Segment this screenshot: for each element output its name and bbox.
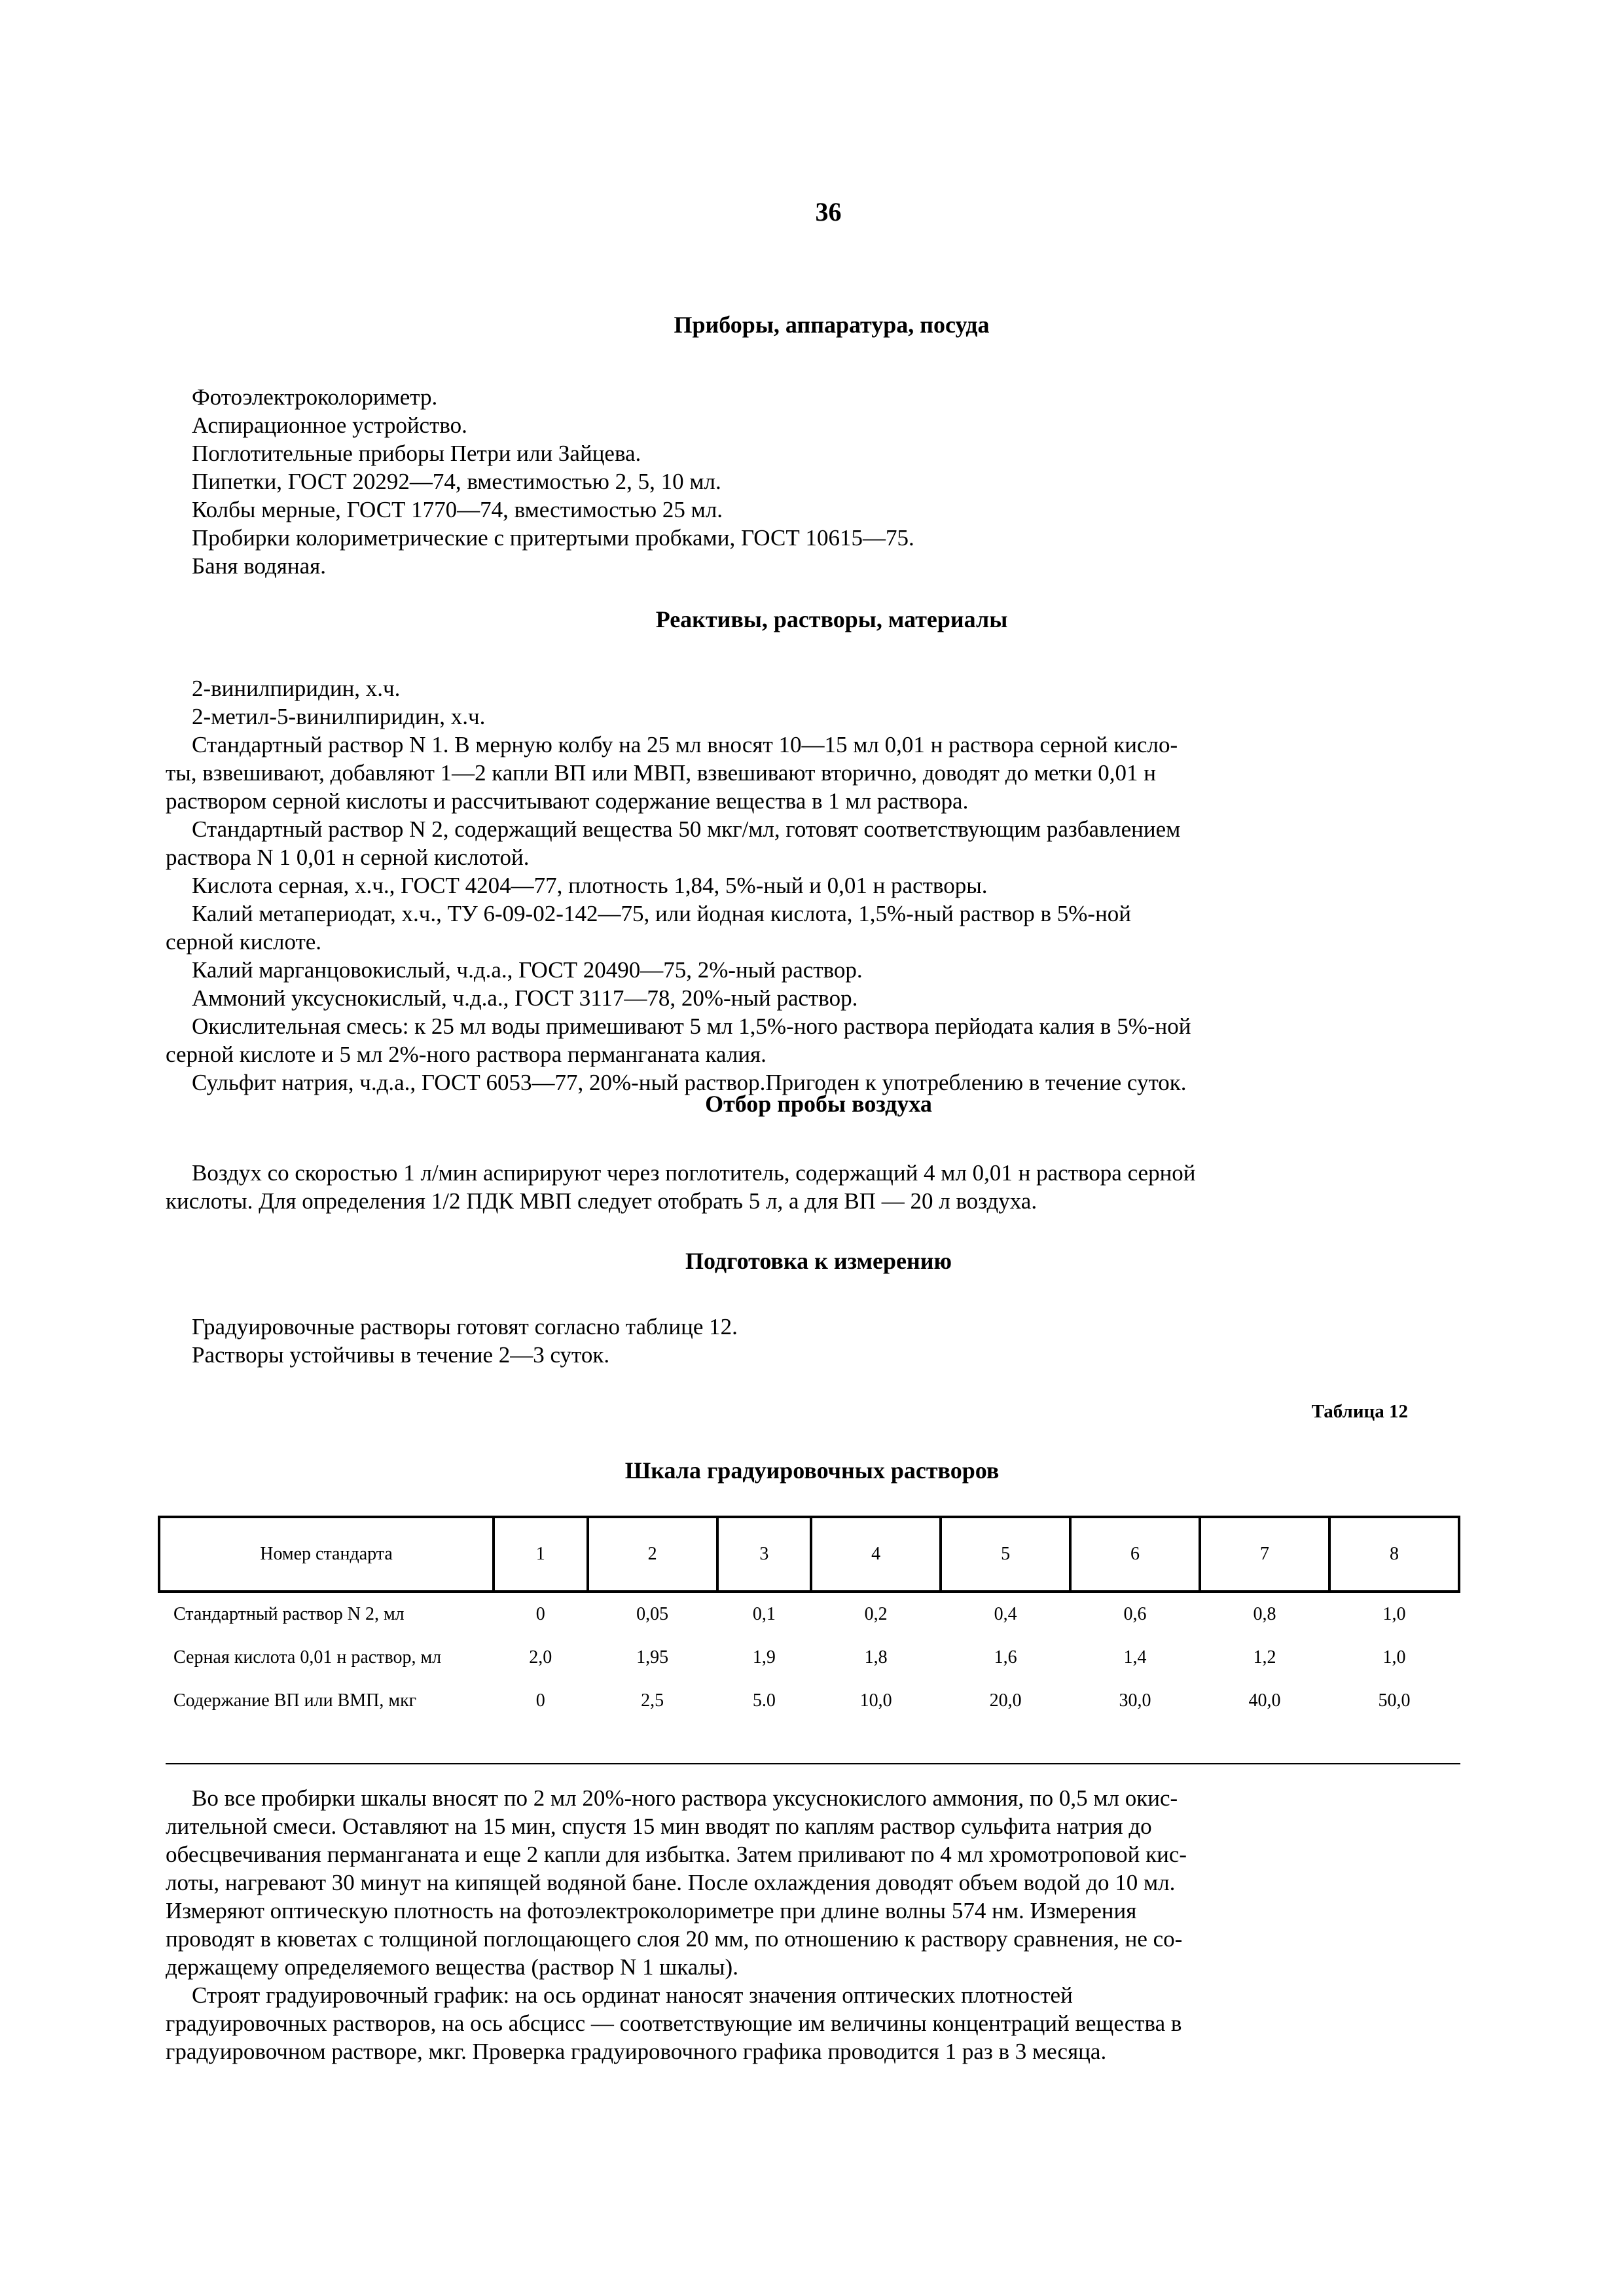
table-cell: 10,0 <box>859 1690 892 1711</box>
table-cell: 2,5 <box>641 1690 664 1711</box>
text-line: Строят градуировочный график: на ось ординат наносят значения оптических плотностей <box>192 1982 1073 2008</box>
heading-sampling: Отбор пробы воздуха <box>705 1091 932 1117</box>
text-line: Аммоний уксуснокислый, ч.д.а., ГОСТ 3117—78, 20%-ный раствор. <box>192 985 858 1011</box>
text-line: Во все пробирки шкалы вносят по 2 мл 20%-ного раствора уксуснокислого аммония, по 0,5 мл окис- <box>192 1785 1178 1811</box>
text-line: Кислота серная, х.ч., ГОСТ 4204—77, плотность 1,84, 5%-ный и 0,01 н растворы. <box>192 873 988 898</box>
text-line: лоты, нагревают 30 минут на кипящей водяной бане. После охлаждения доводят объем водой до 10 мл. <box>166 1870 1176 1895</box>
table-cell: 2,0 <box>529 1647 552 1667</box>
list-item: Аспирационное устройство. <box>192 412 467 438</box>
procedure-text <box>166 1784 1462 2066</box>
text-line: держащему определяемого вещества (раствор N 1 шкалы). <box>166 1954 738 1980</box>
sampling-text <box>166 1159 1462 1215</box>
list-item: Пипетки, ГОСТ 20292—74, вместимостью 2, 5, 10 мл. <box>192 469 721 494</box>
list-item: Колбы мерные, ГОСТ 1770—74, вместимостью 25 мл. <box>192 497 723 522</box>
text-line: кислоты. Для определения 1/2 ПДК МВП следует отобрать 5 л, а для ВП — 20 л воздуха. <box>166 1188 1038 1214</box>
table-number: Таблица 12 <box>1311 1401 1408 1422</box>
heading-reagents: Реактивы, растворы, материалы <box>655 606 1008 632</box>
text-line: обесцвечивания перманганата и еще 2 капли для избытка. Затем приливают по 4 мл хромотроповой кис- <box>166 1842 1187 1867</box>
text-line: серной кислоте. <box>166 929 322 955</box>
text-line: проводят в кюветах с толщиной поглощающего слоя 20 мм, по отношению к раствору сравнения, не со- <box>166 1926 1183 1952</box>
table-cell: 1,8 <box>864 1647 888 1667</box>
page-number: 36 <box>815 197 842 227</box>
text-line: раствором серной кислоты и рассчитывают содержание вещества в 1 мл раствора. <box>166 788 969 814</box>
table-header-cell: 4 <box>811 1517 941 1592</box>
table-header-cell: 3 <box>717 1517 812 1592</box>
table-header-cell: 8 <box>1329 1517 1459 1592</box>
table-row <box>159 1592 1459 1636</box>
table-header-cell: 6 <box>1070 1517 1200 1592</box>
table-cell: 40,0 <box>1248 1690 1281 1711</box>
text-line: Измеряют оптическую плотность на фотоэлектроколориметре при длине волны 574 нм. Измерения <box>166 1898 1137 1923</box>
text-line: Градуировочные растворы готовят согласно таблице 12. <box>192 1314 738 1339</box>
calibration-table <box>158 1516 1460 1722</box>
text-line: Растворы устойчивы в течение 2—3 суток. <box>192 1342 610 1368</box>
table-cell: 1,0 <box>1382 1604 1406 1624</box>
text-line: 2-метил-5-винилпиридин, х.ч. <box>192 704 486 729</box>
table-cell: 0,2 <box>864 1604 888 1624</box>
text-line: градуировочных растворов, на ось абсцисс — соответствующие им величины концентраций вещества в <box>166 2011 1182 2036</box>
text-line: Окислительная смесь: к 25 мл воды примешивают 5 мл 1,5%-ного раствора перйодата калия в 5%-ной <box>192 1013 1191 1039</box>
instruments-list <box>192 383 1462 580</box>
table-cell: 0,1 <box>752 1604 776 1624</box>
preparation-text <box>192 1313 1462 1369</box>
table-row-label: Содержание ВП или ВМП, мкг <box>173 1690 417 1711</box>
table-cell: 0,05 <box>636 1604 669 1624</box>
table-cell: 1,9 <box>752 1647 776 1667</box>
text-line: Воздух со скоростью 1 л/мин аспирируют через поглотитель, содержащий 4 мл 0,01 н раствора серной <box>192 1160 1196 1186</box>
text-line: серной кислоте и 5 мл 2%-ного раствора перманганата калия. <box>166 1042 767 1067</box>
table-cell: 20,0 <box>989 1690 1022 1711</box>
table-cell: 5.0 <box>752 1690 776 1711</box>
text-line: Калий марганцовокислый, ч.д.а., ГОСТ 20490—75, 2%-ный раствор. <box>192 957 863 983</box>
table-cell: 1,2 <box>1253 1647 1276 1667</box>
table-header-cell: 5 <box>941 1517 1070 1592</box>
heading-instruments: Приборы, аппаратура, посуда <box>674 312 990 338</box>
table-cell: 1,95 <box>636 1647 669 1667</box>
table-header-cell: Номер стандарта <box>159 1517 494 1592</box>
text-line: Стандартный раствор N 1. В мерную колбу на 25 мл вносят 10—15 мл 0,01 н раствора серной кисло- <box>192 732 1178 757</box>
text-line: ты, взвешивают, добавляют 1—2 капли ВП или МВП, взвешивают вторично, доводят до метки 0,01 н <box>166 760 1156 786</box>
text-line: 2-винилпиридин, х.ч. <box>192 676 401 701</box>
table-cell: 30,0 <box>1119 1690 1151 1711</box>
text-line: Сульфит натрия, ч.д.а., ГОСТ 6053—77, 20%-ный раствор.Пригоден к употреблению в течение суток. <box>192 1070 1187 1095</box>
table-bottom-rule <box>166 1763 1460 1764</box>
list-item: Поглотительные приборы Петри или Зайцева. <box>192 441 641 466</box>
reagents-text <box>166 674 1462 1097</box>
table-cell: 0 <box>535 1690 545 1711</box>
table-header-cell: 7 <box>1200 1517 1329 1592</box>
text-line: Калий метапериодат, х.ч., ТУ 6-09-02-142—75, или йодная кислота, 1,5%-ный раствор в 5%-ной <box>192 901 1132 926</box>
table-row-label: Серная кислота 0,01 н раствор, мл <box>173 1647 442 1667</box>
table-title: Шкала градуировочных растворов <box>624 1457 1000 1484</box>
heading-preparation: Подготовка к измерению <box>685 1248 952 1274</box>
table-cell: 0,6 <box>1123 1604 1147 1624</box>
table-header-cell: 1 <box>494 1517 588 1592</box>
table-cell: 0,8 <box>1253 1604 1276 1624</box>
table-cell: 1,0 <box>1382 1647 1406 1667</box>
table-row <box>159 1636 1459 1679</box>
text-line: лительной смеси. Оставляют на 15 мин, спустя 15 мин вводят по каплям раствор сульфита натрия до <box>166 1813 1152 1839</box>
list-item: Баня водяная. <box>192 553 327 579</box>
table-row-label: Стандартный раствор N 2, мл <box>173 1604 405 1624</box>
table-row <box>159 1679 1459 1722</box>
text-line: раствора N 1 0,01 н серной кислотой. <box>166 845 530 870</box>
table-cell: 0,4 <box>994 1604 1017 1624</box>
table-cell: 50,0 <box>1378 1690 1411 1711</box>
table-cell: 0 <box>535 1604 545 1624</box>
table-header-cell: 2 <box>588 1517 717 1592</box>
text-line: Стандартный раствор N 2, содержащий вещества 50 мкг/мл, готовят соответствующим разбавлением <box>192 816 1181 842</box>
text-line: градуировочном растворе, мкг. Проверка градуировочного графика проводится 1 раз в 3 месяца. <box>166 2039 1107 2064</box>
list-item: Пробирки колориметрические с притертыми пробками, ГОСТ 10615—75. <box>192 525 914 551</box>
table-cell: 1,4 <box>1123 1647 1147 1667</box>
list-item: Фотоэлектроколориметр. <box>192 384 438 410</box>
table-header-row <box>159 1517 1459 1592</box>
table-cell: 1,6 <box>994 1647 1017 1667</box>
